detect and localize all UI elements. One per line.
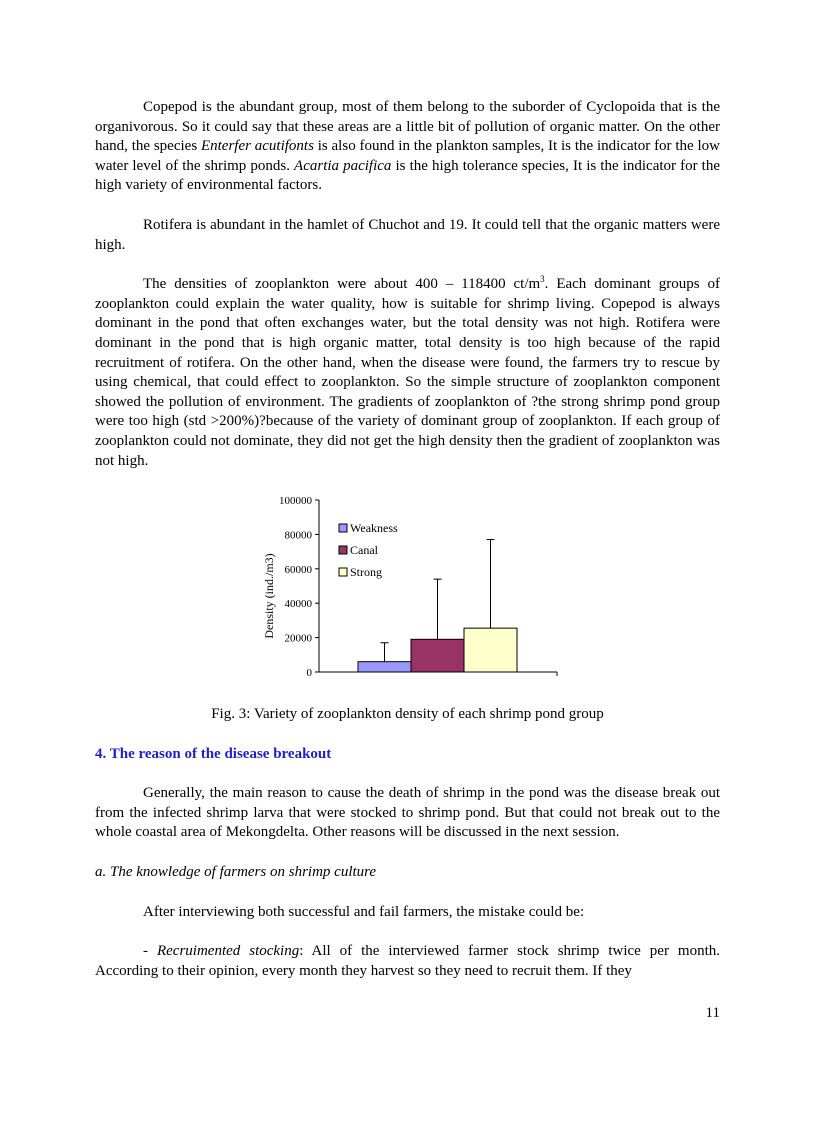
text-run: The densities of zooplankton were about 400 – 118400 ct/m: [143, 276, 541, 293]
paragraph-interview: After interviewing both successful and fail farmers, the mistake could be:: [143, 903, 585, 920]
section-heading: 4. The reason of the disease breakout: [95, 745, 332, 762]
density-chart: [95, 495, 720, 695]
y-axis-label: Density (ind./m3): [262, 553, 276, 639]
text-run: -: [143, 943, 157, 960]
y-tick-label: 80000: [284, 529, 312, 542]
density-chart-svg: [95, 495, 720, 695]
species-name: Acartia pacifica: [294, 157, 392, 174]
text-run: Copepod is the abundant group, most of them belong to the suborder of Cyclopoida that is the organivorous. So it could say that these areas are a little bit of pollution of organic matter. On the other hand, the species: [95, 99, 720, 155]
paragraph-rotifera: Rotifera is abundant in the hamlet of Chuchot and 19. It could tell that the organic matters were high.: [95, 216, 720, 253]
legend-label-strong: Strong: [350, 565, 383, 580]
y-tick-label: 20000: [284, 632, 312, 645]
legend-swatch: [339, 546, 347, 554]
legend-label-canal: Canal: [350, 543, 378, 558]
legend-label-weakness: Weakness: [350, 521, 398, 536]
paragraph-densities: [95, 275, 720, 471]
superscript: 3: [540, 274, 545, 285]
species-name: Enterfer acutifonts: [200, 138, 314, 155]
text-run: is the high tolerance species, It is the indicator for the high variety of environmental factors.: [95, 157, 720, 194]
document-page: [95, 98, 720, 981]
bar-weakness: [358, 662, 411, 672]
paragraph-recruitment: [95, 942, 720, 981]
subsection-heading: a. The knowledge of farmers on shrimp culture: [95, 864, 377, 881]
text-run: . Each dominant groups of zooplankton could explain the water quality, how is suitable for shrimp living. Copepod is always dominant in the pond that often exchanges water, but the total density was not high. Rotifera were dominant in the pond that is high organic matter, total density is too high because of the rapid recruitment of rotifera. On the other hand, when the disease were found, the farmers try to rescue by using chemical, that could effect to zooplankton. So the simple structure of zooplankton component showed the pollution of environment. The gradients of zooplankton of ?the strong shrimp pond group were too high (std >200%)?because of the variety of dominant group of zooplankton. If each group of zooplankton could not dominate, they did not get the high density then the gradient of zooplankton was not high.: [95, 276, 721, 469]
paragraph-copepod: [95, 98, 720, 196]
y-tick-label: 0: [306, 667, 312, 680]
page-number: 11: [705, 1005, 720, 1021]
text-run: : All of the interviewed farmer stock shrimp twice per month. According to their opinion, every month they harvest so they need to recruit them. If they: [95, 943, 720, 979]
y-tick-label: 100000: [279, 495, 312, 508]
y-tick-label: 40000: [284, 598, 312, 611]
bar-canal: [411, 639, 464, 672]
bar-strong: [464, 628, 517, 672]
figure-caption: Fig. 3: Variety of zooplankton density of each shrimp pond group: [211, 706, 604, 723]
term: Recruimented stocking: [156, 943, 300, 960]
paragraph-disease: Generally, the main reason to cause the death of shrimp in the pond was the disease break out from the infected shrimp larva that were stocked to shrimp pond. But that could not break out to the whole coastal area of Mekongdelta. Other reasons will be discussed in the next session.: [95, 785, 720, 841]
text-run: is also found in the plankton samples, It is the indicator for the low water level of the shrimp ponds.: [95, 138, 720, 174]
legend-swatch: [339, 568, 347, 576]
y-tick-label: 60000: [284, 563, 312, 576]
legend-swatch: [339, 524, 347, 532]
